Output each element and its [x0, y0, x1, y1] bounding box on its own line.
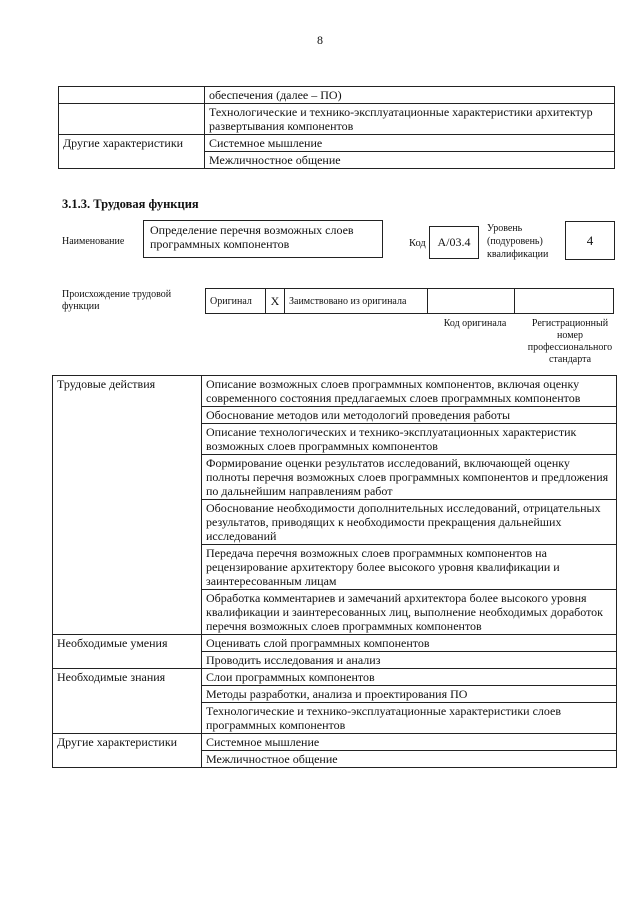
- labor-action: Описание возможных слоев программных компонентов, включая оценку современного состояния предлагаемых слоев программных компонентов: [202, 376, 617, 407]
- row-value: Технологические и технико-эксплуатационные характеристики архитектур развертывания компонентов: [205, 104, 615, 135]
- labor-action: Описание технологических и технико-эксплуатационных характеристик возможных слоев программных компонентов: [202, 424, 617, 455]
- other-item: Межличностное общение: [202, 751, 617, 768]
- table-row: [53, 734, 617, 751]
- level-box: 4: [565, 221, 615, 260]
- other-item: Системное мышление: [202, 734, 617, 751]
- labor-action: Обоснование необходимости дополнительных исследований, отрицательных результатов, приводящих к необходимости прекращения дальнейших исследований: [202, 500, 617, 545]
- row-label: [59, 104, 205, 135]
- borrowed-cell: Заимствовано из оригинала: [285, 289, 428, 314]
- original-cell: Оригинал: [206, 289, 266, 314]
- name-label: Наименование: [62, 236, 125, 247]
- page-number: 8: [317, 33, 323, 47]
- row-label: Другие характеристики: [59, 135, 205, 169]
- knowledge-item: Методы разработки, анализа и проектирования ПО: [202, 686, 617, 703]
- table-row: [59, 104, 615, 135]
- registration-number-cell: [515, 289, 614, 314]
- knowledge-item: Технологические и технико-эксплуатационные характеристики слоев программных компонентов: [202, 703, 617, 734]
- labor-action: Обработка комментариев и замечаний архитектора более высокого уровня квалификации и заинтересованных лиц, выполнение необходимых доработок перечня возможных слоев программных компонентов: [202, 590, 617, 635]
- row-value: Межличностное общение: [205, 152, 615, 169]
- origin-table: [205, 288, 614, 314]
- row-value: Системное мышление: [205, 135, 615, 152]
- original-mark: X: [266, 289, 285, 314]
- reg-caption: Регистрационный номер профессионального стандарта: [527, 318, 613, 365]
- continuation-table: [58, 86, 615, 169]
- skills-label: Необходимые умения: [53, 635, 202, 669]
- labor-action: Передача перечня возможных слоев программных компонентов на рецензирование архитектору более высокого уровня квалификации и заинтересованным лицам: [202, 545, 617, 590]
- table-row: [53, 635, 617, 652]
- code-caption: Код оригинала: [443, 318, 507, 329]
- function-table: [52, 375, 617, 768]
- table-row: [59, 135, 615, 152]
- labor-action: Формирование оценки результатов исследований, включающей оценку полноты перечня возможных слоев программных компонентов и предложения по дальнейшим направлениям работ: [202, 455, 617, 500]
- function-name-box: Определение перечня возможных слоев программных компонентов: [143, 220, 383, 258]
- origin-label: Происхождение трудовой функции: [62, 289, 172, 312]
- row-value: обеспечения (далее – ПО): [205, 87, 615, 104]
- table-row: [53, 376, 617, 407]
- knowledge-item: Слои программных компонентов: [202, 669, 617, 686]
- level-label: Уровень (подуровень) квалификации: [487, 223, 549, 260]
- row-label: [59, 87, 205, 104]
- table-row: [53, 669, 617, 686]
- labor-actions-label: Трудовые действия: [53, 376, 202, 635]
- other-label: Другие характеристики: [53, 734, 202, 768]
- labor-action: Обоснование методов или методологий проведения работы: [202, 407, 617, 424]
- knowledge-label: Необходимые знания: [53, 669, 202, 734]
- original-code-cell: [428, 289, 515, 314]
- skill: Оценивать слой программных компонентов: [202, 635, 617, 652]
- code-box: А/03.4: [429, 226, 479, 259]
- table-row: [59, 87, 615, 104]
- code-label: Код: [409, 238, 426, 249]
- section-title: 3.1.3. Трудовая функция: [62, 197, 199, 211]
- skill: Проводить исследования и анализ: [202, 652, 617, 669]
